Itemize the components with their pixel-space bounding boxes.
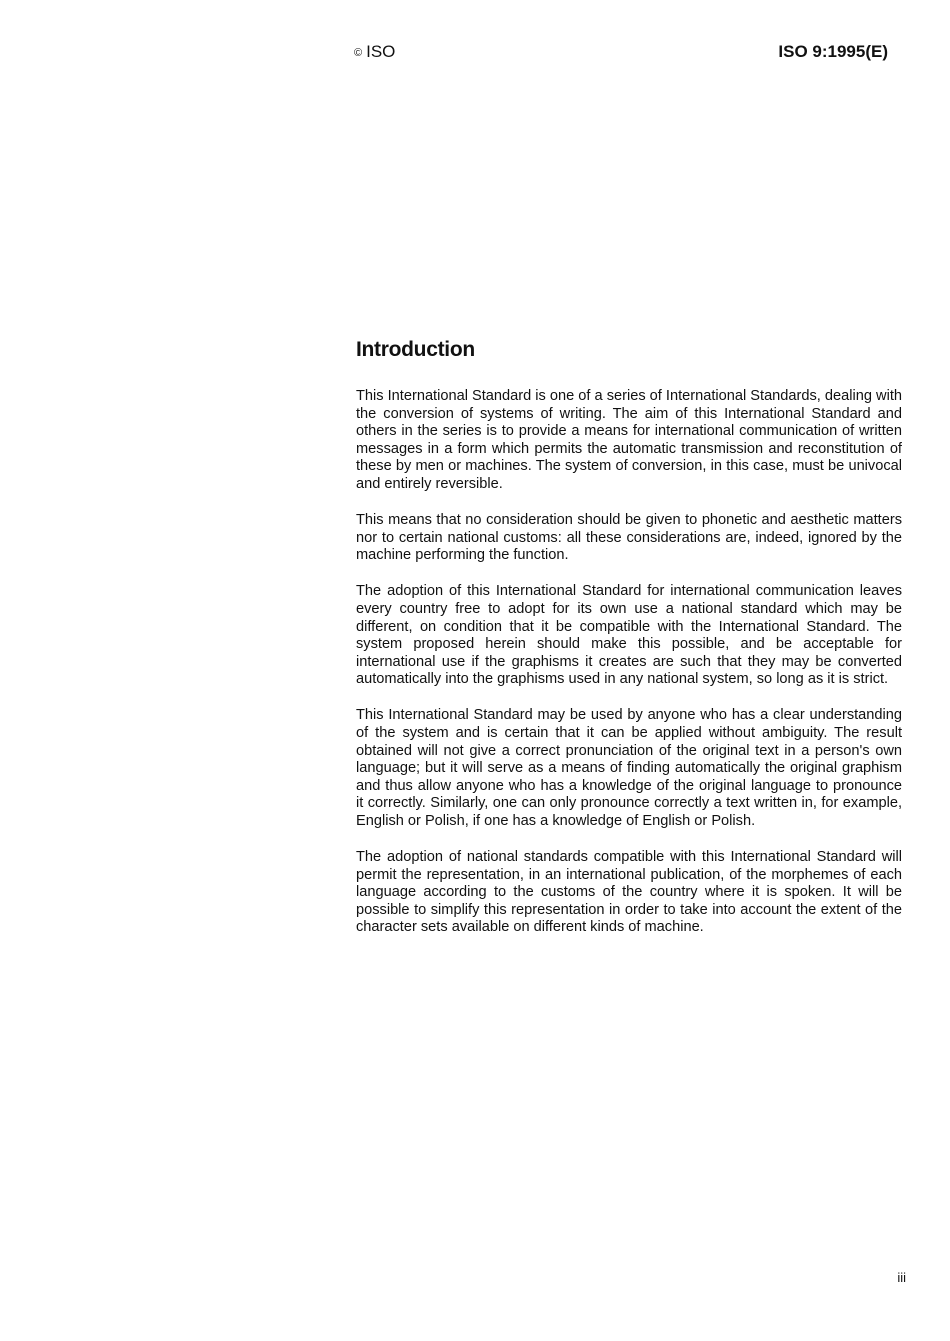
page-number: iii	[897, 1270, 906, 1285]
paragraph-2: This means that no consideration should be given to phonetic and aesthetic matters nor to certain national customs: all these considerations are, indeed, ignored by the machine performing the function.	[356, 512, 902, 564]
copyright-symbol: ©	[354, 47, 363, 59]
document-identifier: ISO 9:1995(E)	[778, 42, 888, 61]
paragraph-1: This International Standard is one of a series of International Standards, dealing with the conversion of systems of writing. The aim of this International Standard and others in the series is to provide a means for international communication of written messages in a form which permits the automatic transmission and reconstitution of these by men or machines. The system of conversion, in this case, must be univocal and entirely reversible.	[356, 388, 902, 492]
header-organization: ISO	[366, 42, 396, 61]
paragraph-3: The adoption of this International Standard for international communication leaves every country free to adopt for its own use a national standard which may be different, on condition that it be compatible with the International Standard. The system proposed herein should make this possible, and be acceptable for international use if the graphisms it creates are such that they may be converted automatically into the graphisms used in any national system, so long as it is strict.	[356, 583, 902, 688]
header-copyright	[354, 42, 395, 62]
introduction-section	[356, 336, 902, 956]
paragraph-4: This International Standard may be used by anyone who has a clear understanding of the system and is certain that it can be applied without ambiguity. The result obtained will not give a correct pronunciation of the original text in a person's own language; but it will serve as a means of finding automatically the original graphism and thus allow anyone who has a knowledge of the original language to pronounce it correctly. Similarly, one can only pronounce correctly a text written in, for example, English or Polish, if one has a knowledge of English or Polish.	[356, 707, 902, 829]
paragraph-5: The adoption of national standards compatible with this International Standard will permit the representation, in an international publication, of the morphemes of each language according to the customs of the country where it is spoken. It will be possible to simplify this representation in order to take into account the extent of the character sets available on different kinds of machine.	[356, 849, 902, 936]
page-title: Introduction	[356, 338, 475, 361]
